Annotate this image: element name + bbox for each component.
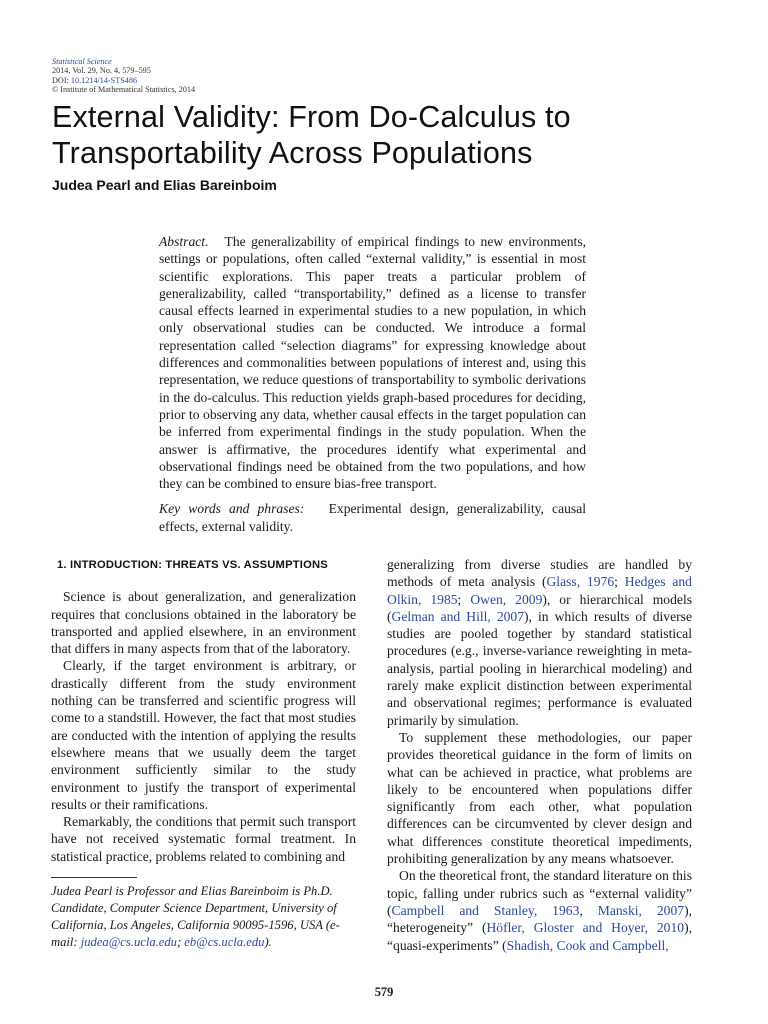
right-paragraph-2: To supplement these methodologies, our paper provides theoretical guidance in the form of limits on what can be achieved in practice, what problems are likely to be encountered when populations differ significantly from each other, what population differences can be circumvented by clever design and what differences constitute theoretical impediments, prohibiting generalization by any means whatsoever. — [387, 729, 692, 867]
author-list: Judea Pearl and Elias Bareinboim — [52, 177, 277, 193]
intro-paragraph-2: Clearly, if the target environment is arbitrary, or drastically different from the study environment nothing can be transferred and scientific progress will come to a standstill. However, the fact that most studies are conducted with the intention of applying the results elsewhere means that we usually deem the target environment sufficiently similar to the study environment to justify the transport of experimental results or their ramifications. — [51, 658, 356, 812]
citation-link[interactable]: Höfler, Gloster and Hoyer, 2010 — [486, 920, 685, 936]
paper-title — [52, 99, 732, 171]
abstract — [159, 233, 586, 535]
text-span: ; — [614, 574, 625, 590]
page-number: 579 — [374, 985, 394, 999]
right-paragraph-1 — [387, 556, 692, 729]
doi-prefix: DOI: — [52, 75, 71, 85]
journal-meta — [52, 57, 195, 95]
title-line-1: External Validity: From Do-Calculus to — [52, 100, 571, 134]
text-span: , — [579, 902, 598, 918]
intro-paragraph-3: Remarkably, the conditions that permit such transport have not received systematic formal treatment. In statistical practice, problems related to combining and — [51, 814, 356, 864]
text-span: On the theoretical front, the standard literature on this topic, falling under rubrics such as “external validity” ( — [387, 868, 692, 918]
left-column — [51, 557, 356, 865]
text-span: ; — [457, 591, 471, 607]
text-span: ), “heterogeneity” ( — [387, 902, 692, 936]
email-link-bareinboim[interactable]: eb@cs.ucla.edu — [184, 935, 265, 949]
keywords — [159, 500, 586, 535]
copyright-line: © Institute of Mathematical Statistics, 2014 — [52, 85, 196, 95]
citation-link[interactable]: Glass, 1976 — [546, 574, 615, 590]
journal-name[interactable]: Statistical Science — [52, 57, 112, 66]
footnote-rule — [51, 877, 137, 878]
text-span: ), or hierarchical models ( — [387, 591, 693, 624]
doi-line — [52, 76, 195, 85]
footnote-text — [51, 883, 361, 951]
citation-link[interactable]: Owen, 2009 — [470, 591, 543, 607]
keywords-label: Key words and phrases: — [159, 501, 305, 517]
volume-info: 2014, Vol. 29, No. 4, 579–595 — [52, 66, 151, 76]
email-link-pearl[interactable]: judea@cs.ucla.edu — [80, 935, 177, 949]
section-heading: 1. INTRODUCTION: THREATS VS. ASSUMPTIONS — [57, 559, 328, 571]
keywords-text: Experimental design, generalizability, causal effects, external validity. — [159, 501, 586, 534]
right-paragraph-3 — [387, 867, 692, 953]
text-span: ), “quasi-experiments” ( — [387, 920, 692, 953]
abstract-label: Abstract. — [159, 234, 209, 249]
abstract-paragraph — [159, 233, 586, 492]
abstract-text: The generalizability of empirical findings to new environments, settings or populations, often called “external validity,” is essential in most scientific explorations. This paper treats a particular problem of generalizability, called “transportability,” defined as a license to transfer causal effects learned in experimental studies to a new population, in which only observational studies can be conducted. We introduce a formal representation called “selection diagrams” for expressing knowledge about differences and commonalities between populations of interest and, using this representation, we reduce questions of transportability to symbolic derivations in the do-calculus. This reduction yields graph-based procedures for deciding, prior to observing any data, whether causal effects in the target population can be inferred from experimental findings in the study population. When the answer is affirmative, the procedures identify what experimental and observational findings need be obtained from the two populations, and how they can be combined to ensure bias-free transport. — [159, 234, 587, 492]
citation-link[interactable]: Manski, 2007 — [597, 902, 685, 918]
text-span: ), in which results of diverse studies are pooled together by standard statistical procedures (e.g., inverse-variance reweighting in meta-analysis, partial pooling in hierarchical modeling) and rarely make explicit distinction between experimental and observational regimes; performance is evaluated primarily by simulation. — [387, 608, 692, 728]
title-line-2: Transportability Across Populations — [52, 136, 533, 170]
intro-paragraph-1: Science is about generalization, and generalization requires that conclusions obtained in the laboratory be transported and applied elsewhere, in an environment that differs in many aspects from that of the laboratory. — [51, 589, 356, 657]
footnote-end: ). — [264, 935, 272, 949]
citation-link[interactable]: Shadish, Cook and Campbell, — [506, 937, 669, 953]
footnote-body: Judea Pearl is Professor and Elias Bareinboim is Ph.D. Candidate, Computer Science Department, University of California, Los Angeles, California 90095-1596, USA (e-mail: — [51, 884, 340, 949]
citation-link[interactable]: Hedges and Olkin, 1985 — [387, 574, 692, 607]
author-footnote — [51, 883, 361, 951]
right-column — [387, 556, 692, 954]
doi-link[interactable]: 10.1214/14-STS486 — [70, 75, 138, 85]
citation-link[interactable]: Gelman and Hill, 2007 — [391, 608, 525, 624]
footnote-separator: ; — [176, 935, 185, 949]
text-span: generalizing from diverse studies are handled by methods of meta analysis ( — [387, 557, 692, 590]
citation-link[interactable]: Campbell and Stanley, 1963 — [391, 902, 580, 918]
